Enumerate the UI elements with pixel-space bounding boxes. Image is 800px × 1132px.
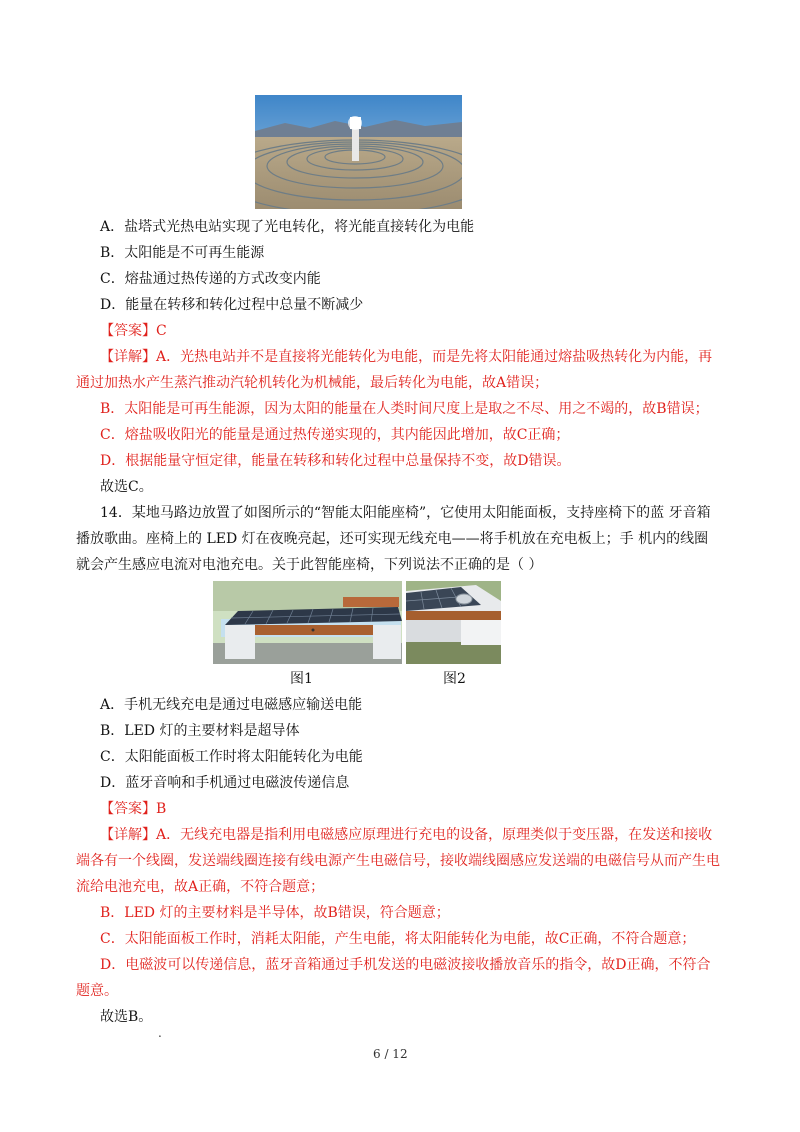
q14-explain-4: B．LED 灯的主要材料是半导体，故B错误，符合题意； [100,905,450,921]
q14-explain-2: 端各有一个线圈，发送端线圈连接有线电源产生电磁信号，接收端线圈感应发送端的电磁信号从而产生电 [76,853,720,869]
q14-stem-1: 14．某地马路边放置了如图所示的“智能太阳能座椅”，它使用太阳能面板，支持座椅下的蓝 牙音箱 [100,505,711,521]
q13-explain-4: C．熔盐吸收阳光的能量是通过热传递实现的，其内能因此增加，故C正确； [100,427,570,443]
q14-stem-3: 就会产生感应电流对电池充电。关于此智能座椅，下列说法不正确的是（ ） [76,557,543,573]
q13-option-d: D．能量在转移和转化过程中总量不断减少 [100,297,364,313]
smart-bench-photo-2 [406,581,501,664]
page-number: 6 / 12 [373,1047,408,1061]
q13-explain-2: 通过加热水产生蒸汽推动汽轮机转化为机械能，最后转化为电能，故A错误； [76,375,549,391]
q13-option-c: C．熔盐通过热传递的方式改变内能 [100,271,321,287]
q13-explain-5: D．根据能量守恒定律，能量在转移和转化过程中总量保持不变，故D错误。 [100,453,571,469]
q14-explain-3: 流给电池充电，故A正确，不符合题意； [76,879,325,895]
q14-option-c: C．太阳能面板工作时将太阳能转化为电能 [100,749,363,765]
q13-conclusion: 故选C。 [100,479,153,495]
q14-answer: 【答案】B [100,801,167,817]
q13-answer: 【答案】C [100,323,167,339]
q14-explain-7: 题意。 [76,983,118,999]
q14-explain-6: D．电磁波可以传递信息，蓝牙音箱通过手机发送的电磁波接收播放音乐的指令，故D正确，不符合 [100,957,711,973]
figure-2-caption: 图2 [443,671,466,687]
q13-explain-3: B．太阳能是可再生能源，因为太阳的能量在人类时间尺度上是取之不尽、用之不竭的，故B错误； [100,401,709,417]
q14-conclusion: 故选B。 [100,1009,153,1025]
q14-option-d: D．蓝牙音响和手机通过电磁波传递信息 [100,775,350,791]
q14-option-a: A．手机无线充电是通过电磁感应输送电能 [100,697,363,713]
q13-explain-1: 【详解】A．光热电站并不是直接将光能转化为电能，而是先将太阳能通过熔盐吸热转化为内能，再 [100,349,713,365]
q14-option-b: B．LED 灯的主要材料是超导体 [100,723,300,739]
q14-stem-2: 播放歌曲。座椅上的 LED 灯在夜晚亮起，还可实现无线充电——将手机放在充电板上；手 机内的线圈 [76,531,709,547]
q13-option-a: A．盐塔式光热电站实现了光电转化，将光能直接转化为电能 [100,219,475,235]
figure-1-caption: 图1 [290,671,313,687]
q13-option-b: B．太阳能是不可再生能源 [100,245,265,261]
q14-explain-1: 【详解】A．无线充电器是指利用电磁感应原理进行充电的设备，原理类似于变压器，在发送和接收 [100,827,713,843]
solar-tower-photo [255,95,462,209]
footer-dot: . [158,1026,162,1040]
q14-explain-5: C．太阳能面板工作时，消耗太阳能，产生电能，将太阳能转化为电能，故C正确，不符合题意； [100,931,696,947]
smart-bench-photo-1 [213,581,402,664]
